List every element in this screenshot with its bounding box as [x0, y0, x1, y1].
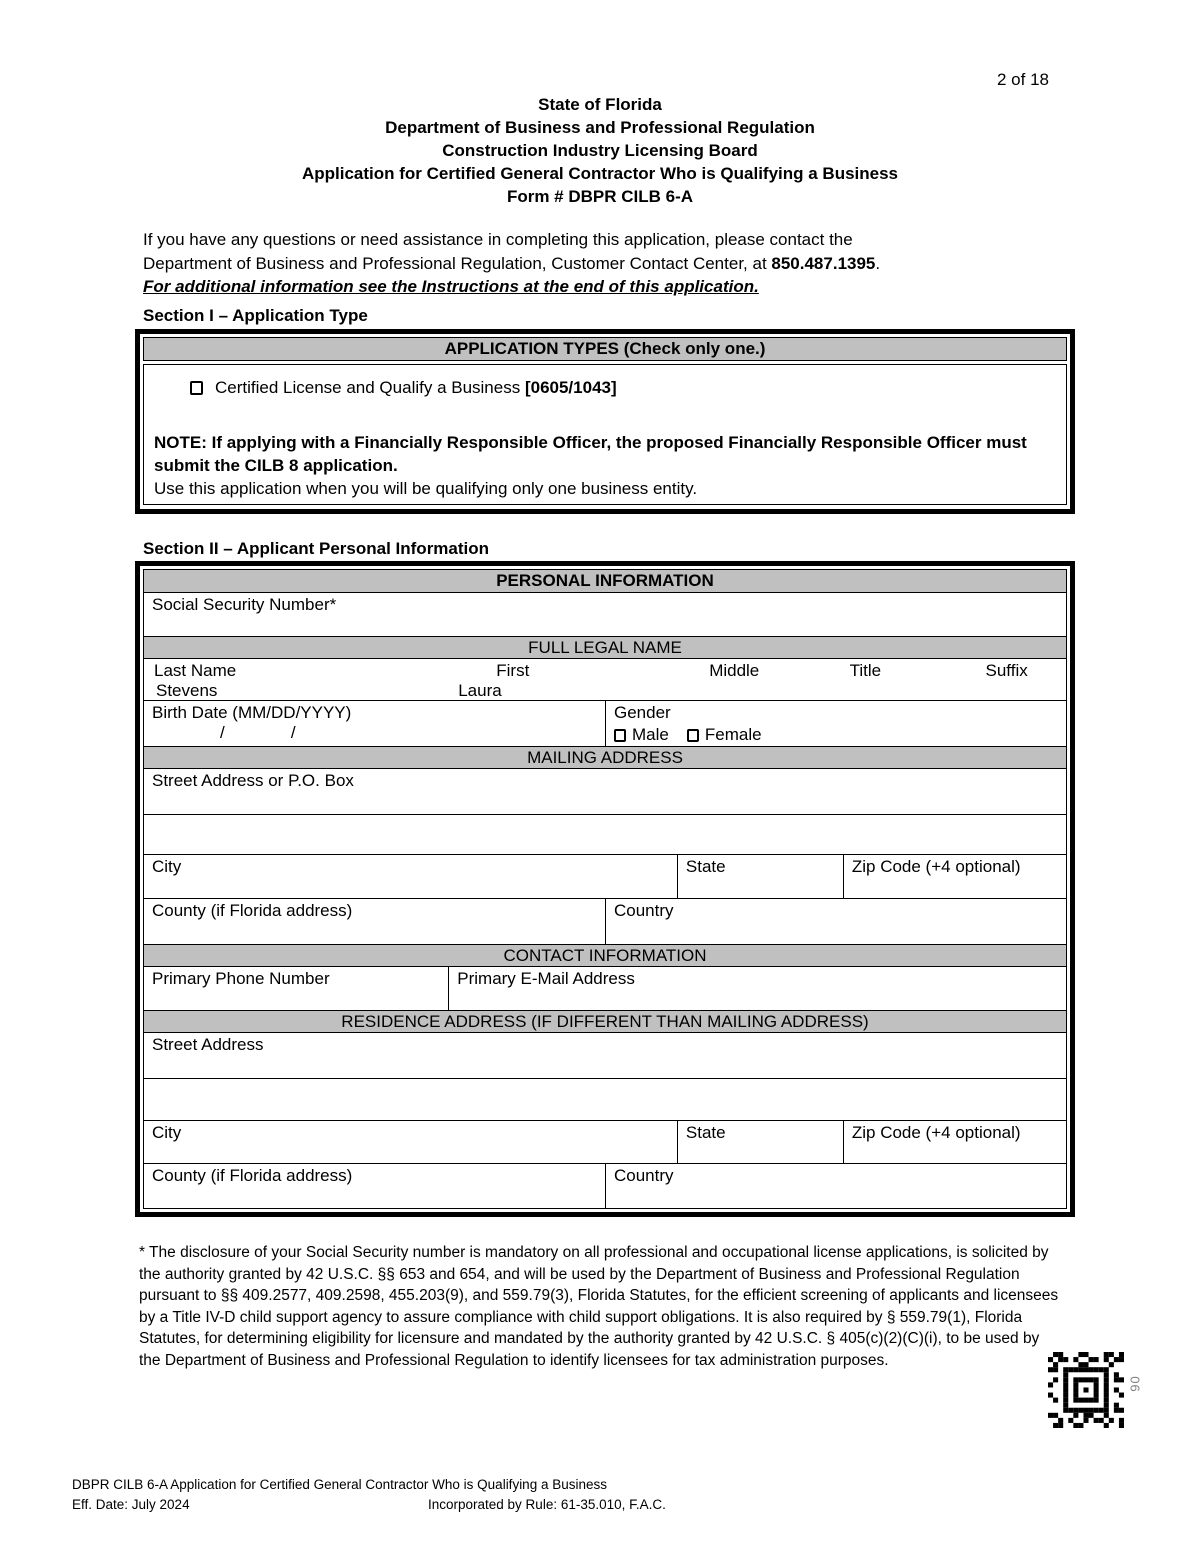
residence-city-label: City — [152, 1123, 182, 1142]
intro-paragraph — [143, 228, 988, 299]
gender-male-label: Male — [632, 725, 669, 744]
mailing-zip-label: Zip Code (+4 optional) — [851, 857, 1021, 876]
first-name-value: Laura — [458, 681, 502, 700]
section2-heading: Section II – Applicant Personal Information — [143, 539, 490, 558]
mailing-state-label: State — [685, 857, 726, 876]
certified-license-code: [0605/1043] — [524, 378, 617, 397]
page-footer — [72, 1475, 972, 1515]
title-state: State of Florida — [538, 95, 662, 114]
mailing-address-header: MAILING ADDRESS — [143, 746, 1067, 769]
mailing-county-label: County (if Florida address) — [152, 901, 353, 920]
form-title-block — [0, 93, 1200, 208]
gender-male-checkbox[interactable] — [614, 729, 626, 742]
title-application: Application for Certified General Contractor Who is Qualifying a Business — [301, 164, 899, 183]
mailing-state-field[interactable] — [677, 855, 843, 898]
application-types-header: APPLICATION TYPES (Check only one.) — [143, 337, 1067, 361]
ssn-field[interactable] — [144, 593, 1066, 636]
gender-female-checkbox[interactable] — [687, 729, 699, 742]
ssn-label: Social Security Number* — [152, 595, 337, 614]
footer-form-name: DBPR CILB 6-A Application for Certified General Contractor Who is Qualifying a Business — [72, 1477, 607, 1492]
residence-country-label: Country — [614, 1166, 674, 1185]
certified-license-option[interactable] — [190, 378, 1054, 398]
footer-rule: Incorporated by Rule: 61-35.010, F.A.C. — [428, 1497, 666, 1512]
title-form-number: Form # DBPR CILB 6-A — [506, 187, 694, 206]
residence-zip-field[interactable] — [843, 1121, 1066, 1163]
full-legal-name-field[interactable] — [144, 659, 1066, 700]
title-department: Department of Business and Professional Regulation — [385, 118, 815, 137]
primary-phone-field[interactable] — [144, 967, 448, 1010]
instructions-note: For additional information see the Instructions at the end of this application. — [143, 277, 759, 296]
section1-heading: Section I – Application Type — [143, 306, 368, 325]
intro-line1: If you have any questions or need assistance in completing this application, please contact the — [143, 230, 853, 249]
certified-license-checkbox[interactable] — [190, 381, 203, 395]
mailing-county-field[interactable] — [144, 899, 605, 944]
residence-county-label: County (if Florida address) — [152, 1166, 353, 1185]
mailing-city-label: City — [152, 857, 182, 876]
birth-date-label: Birth Date (MM/DD/YYYY) — [152, 703, 352, 722]
contact-phone: 850.487.1395 — [771, 253, 876, 273]
residence-street-field[interactable] — [144, 1033, 1066, 1078]
aztec-barcode-icon — [1048, 1352, 1124, 1428]
residence-address-header: RESIDENCE ADDRESS (IF DIFFERENT THAN MAILING ADDRESS) — [143, 1010, 1067, 1033]
gender-label: Gender — [614, 703, 671, 722]
residence-street-line2-field[interactable] — [144, 1079, 1066, 1120]
birth-date-field[interactable] — [144, 701, 605, 746]
contact-information-header: CONTACT INFORMATION — [143, 944, 1067, 967]
mailing-city-field[interactable] — [144, 855, 677, 898]
mailing-street-field[interactable] — [144, 769, 1066, 814]
residence-city-field[interactable] — [144, 1121, 677, 1163]
fro-note: NOTE: If applying with a Financially Responsible Officer, the proposed Financially Responsible Officer must submit the CILB 8 application. — [154, 433, 1027, 475]
mailing-zip-field[interactable] — [843, 855, 1066, 898]
first-name-label: First — [496, 661, 530, 680]
application-types-box — [135, 329, 1075, 514]
ssn-disclosure-footnote: * The disclosure of your Social Security number is mandatory on all professional and occupational license applications, is solicited by the authority granted by 42 U.S.C. §§ 653 and 654, and will be used by the Department of Business and Professional Regulation pursuant to §§ 409.2577, 409.2598, 455.203(9), and 559.79(3), Florida Statutes, for the efficient screening of applicants and licensees by a Title IV-D child support agency to assure compliance with child support obligations. It is also required by § 559.79(1), Florida Statutes, for determining eligibility for licensure and mandated by the authority granted by 42 U.S.C. § 405(c)(2)(C)(i), to be used by the Department of Business and Professional Regulation to identify licensees for tax administration purposes. — [139, 1244, 1059, 1369]
primary-phone-label: Primary Phone Number — [152, 969, 330, 988]
residence-state-field[interactable] — [677, 1121, 843, 1163]
intro-line2: Department of Business and Professional Regulation, Customer Contact Center, at 850.487.1395. — [143, 253, 881, 273]
residence-state-label: State — [685, 1123, 726, 1142]
primary-email-label: Primary E-Mail Address — [457, 969, 635, 988]
barcode-number: 06 — [1127, 1376, 1143, 1393]
birth-date-value: / / — [220, 723, 296, 742]
one-business-note: Use this application when you will be qualifying only one business entity. — [154, 479, 698, 498]
page-number: 2 of 18 — [997, 70, 1049, 89]
mailing-street-line2-field[interactable] — [144, 815, 1066, 854]
title-board: Construction Industry Licensing Board — [442, 141, 758, 160]
title-label: Title — [849, 661, 882, 680]
personal-information-header: PERSONAL INFORMATION — [143, 569, 1067, 593]
residence-zip-label: Zip Code (+4 optional) — [851, 1123, 1021, 1142]
mailing-street-label: Street Address or P.O. Box — [152, 771, 354, 790]
application-types-content — [143, 364, 1067, 505]
full-legal-name-header: FULL LEGAL NAME — [143, 636, 1067, 659]
last-name-value: Stevens — [156, 681, 218, 700]
suffix-label: Suffix — [985, 661, 1028, 680]
residence-county-field[interactable] — [144, 1164, 605, 1208]
mailing-country-label: Country — [614, 901, 674, 920]
gender-female-label: Female — [704, 725, 762, 744]
residence-street-label: Street Address — [152, 1035, 264, 1054]
personal-information-table — [135, 561, 1075, 1217]
footer-eff-date: Eff. Date: July 2024 — [72, 1497, 190, 1512]
last-name-label: Last Name — [154, 661, 237, 680]
gender-field — [605, 701, 1066, 746]
middle-name-label: Middle — [709, 661, 760, 680]
residence-country-field[interactable] — [605, 1164, 1066, 1208]
primary-email-field[interactable] — [448, 967, 1066, 1010]
certified-license-label: Certified License and Qualify a Business — [215, 378, 525, 397]
mailing-country-field[interactable] — [605, 899, 1066, 944]
